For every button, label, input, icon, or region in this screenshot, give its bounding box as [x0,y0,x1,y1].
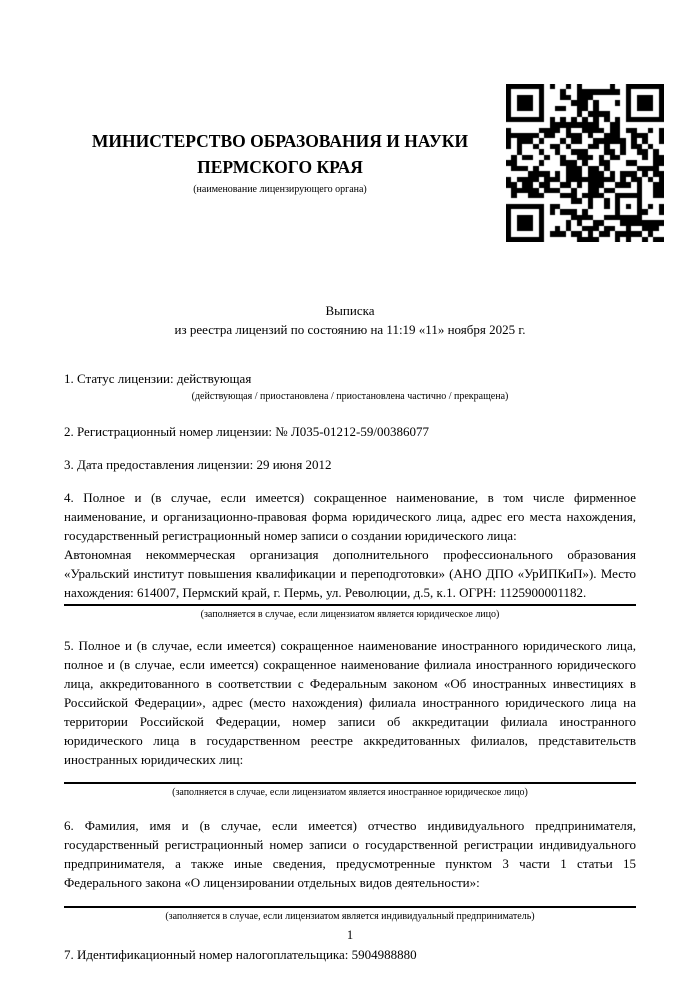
item-5-foreign-entity [64,636,636,799]
licensing-authority-name-line1: МИНИСТЕРСТВО ОБРАЗОВАНИЯ И НАУКИ [91,131,469,151]
item-4-value: Автономная некоммерческая организация дополнительного профессионального образования «Уральский институт повышения квалификации и переподготовки» (АНО ДПО «УрИПКиП»). Место нахождения: 614007, Пермский край, г. Пермь, ул. Революции, д.5, к.1. ОГРН: 1125900001182. [64,547,636,600]
item-6-caption: (заполняется в случае, если лицензиатом является индивидуальный предприниматель) [165,911,535,922]
licensing-authority-name-line2: ПЕРМСКОГО КРАЯ [197,157,363,177]
document-title-line1: Выписка [325,303,375,318]
document-body [64,301,636,964]
page-number: 1 [346,928,354,942]
document-title-line2: из реестра лицензий по состоянию на 11:19 «11» ноября 2025 г. [174,322,526,337]
item-6-underline [64,906,636,908]
item-5-text: 5. Полное и (в случае, если имеется) сокращенное наименование иностранного юридического лица, полное и (в случае, если имеется) сокращенное наименование филиала иностранного юридического лица, аккредитованного в соответствии с Федеральным законом «Об иностранных инвестициях в Российской Федерации», адрес (место нахождения) филиала иностранного юридического лица на территории Российской Федерации, номер записи об аккредитации филиала иностранного юридического лица в государственном реестре аккредитованных филиалов, представительств иностранных юридических лиц: [64,638,636,767]
item-4-legal-entity [64,488,636,621]
item-2-registration-number: 2. Регистрационный номер лицензии: № Л035-01212-59/00386077 [64,424,430,439]
item-6-individual-entrepreneur [64,816,636,923]
document-title [64,301,636,339]
item-1-caption: (действующая / приостановлена / приостановлена частично / прекращена) [191,391,509,402]
item-3-license-date: 3. Дата предоставления лицензии: 29 июня 2012 [64,457,332,472]
licensing-authority-caption: (наименование лицензирующего органа) [193,184,367,195]
item-6-text: 6. Фамилия, имя и (в случае, если имеется) отчество индивидуального предпринимателя, государственный регистрационный номер записи о государственной регистрации индивидуального предпринимателя, а также иные сведения, предусмотренные пунктом 3 части 1 статьи 15 Федерального закона «О лицензировании отдельных видов деятельности»: [64,818,636,890]
item-5-caption: (заполняется в случае, если лицензиатом является иностранное юридическое лицо) [172,787,528,798]
item-7-taxpayer-number: 7. Идентификационный номер налогоплательщика: 5904988880 [64,947,417,962]
item-4-caption: (заполняется в случае, если лицензиатом является юридическое лицо) [200,609,500,620]
qr-code-icon [506,84,664,242]
item-4-underline [64,604,636,606]
item-5-underline [64,782,636,784]
licensing-authority-block [58,128,502,196]
item-1-license-status: 1. Статус лицензии: действующая [64,371,252,386]
item-4-intro: 4. Полное и (в случае, если имеется) сокращенное наименование, в том числе фирменное наименование, и организационно-правовая форма юридического лица, адрес его места нахождения, государственный регистрационный номер записи о создании юридического лица: [64,490,636,543]
